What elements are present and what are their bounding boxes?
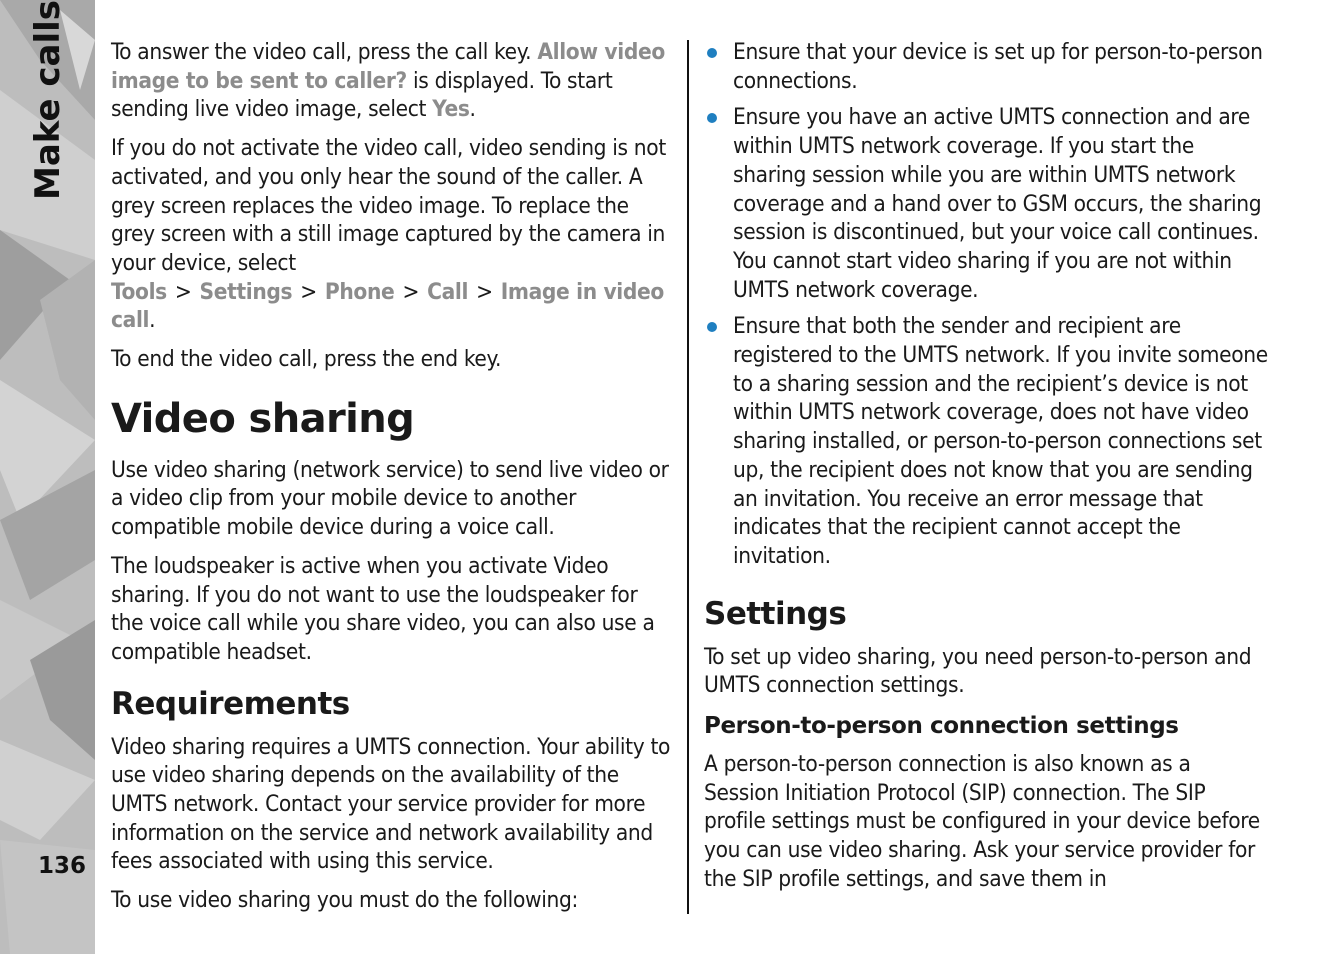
heading-video-sharing: Video sharing (111, 395, 415, 442)
path-separator: > (476, 278, 493, 305)
text-segment: . (469, 96, 476, 123)
paragraph-sip-connection: A person-to-person connection is also known as a Session Initiation Protocol (SIP) connection. The SIP profile settings must be configured in your device before you can use video sharing. Ask your service provider for the SIP profile settings, and save them in (704, 751, 1260, 892)
paragraph-video-sharing-intro: Use video sharing (network service) to send live video or a video clip from your mobile device to another compatible mobile device during a voice call. (111, 456, 669, 541)
column-divider (687, 40, 689, 914)
paragraph-answer-video-call (111, 38, 674, 124)
section-tab-title: Make calls (28, 0, 68, 200)
ui-prompt-text: Allow video image to be sent to caller? (111, 39, 665, 94)
text-segment: To answer the video call, press the call key. (111, 39, 538, 65)
path-separator: > (300, 278, 317, 305)
bullet-dot-icon (707, 322, 717, 332)
heading-person-to-person-settings: Person-to-person connection settings (704, 713, 1179, 740)
bullet-dot-icon (707, 113, 717, 123)
page-number: 136 (38, 853, 87, 879)
menu-path-image-in-video-call: Image in video call (111, 278, 664, 334)
list-item-text: Ensure that your device is set up for person-to-person connections. (733, 39, 1263, 94)
right-column (704, 38, 1270, 904)
ui-option-yes: Yes (432, 96, 470, 123)
list-item-text: Ensure that both the sender and recipient are registered to the UMTS network. If you invite someone to a sharing session and the recipient’s device is not within UMTS network coverage, does not have video sharing installed, or person-to-person connections set up, the recipient does not know that you are sending an invitation. You receive an error message that indicates that the recipient cannot accept the invitation. (733, 313, 1268, 569)
menu-path-tools: Tools (111, 278, 167, 305)
text-segment: is displayed. To start sending live video image, select (111, 67, 613, 123)
sidebar (0, 0, 95, 954)
menu-path-settings: Settings (199, 278, 293, 305)
heading-settings: Settings (704, 595, 847, 632)
text-segment: . (149, 307, 156, 334)
heading-requirements: Requirements (111, 685, 350, 722)
requirements-list (704, 38, 1270, 571)
left-column (111, 38, 674, 925)
paragraph-must-do: To use video sharing you must do the following: (111, 887, 578, 914)
path-separator: > (174, 278, 192, 305)
path-separator: > (402, 278, 420, 305)
paragraph-loudspeaker: The loudspeaker is active when you activate Video sharing. If you do not want to use the loudspeaker for the voice call while you share video, you can also use a compatible headset. (111, 552, 655, 665)
text-segment: If you do not activate the video call, video sending is not activated, and you only hear the sound of the caller. A grey screen replaces the video image. To replace the grey screen with a still image captured by the camera in your device, select (111, 135, 666, 276)
paragraph-end-call: To end the video call, press the end key. (111, 346, 502, 373)
list-item-text: Ensure you have an active UMTS connection and are within UMTS network coverage. If you start the sharing session while you are within UMTS network coverage and a hand over to GSM occurs, the sharing session is discontinued, but your voice call continues. You cannot start video sharing if you are not within UMTS network coverage. (733, 104, 1262, 303)
paragraph-grey-screen (111, 134, 674, 335)
paragraph-settings-intro: To set up video sharing, you need person-to-person and UMTS connection settings. (704, 643, 1252, 699)
list-item (704, 38, 1270, 95)
menu-path-phone: Phone (324, 278, 395, 305)
bullet-dot-icon (707, 48, 717, 58)
list-item (704, 312, 1270, 570)
list-item (704, 103, 1270, 304)
menu-path-call: Call (427, 278, 469, 305)
paragraph-requirements: Video sharing requires a UMTS connection. Your ability to use video sharing depends on the availability of the UMTS network. Contact your service provider for more information on the service and network availability and fees associated with using this service. (111, 733, 671, 875)
